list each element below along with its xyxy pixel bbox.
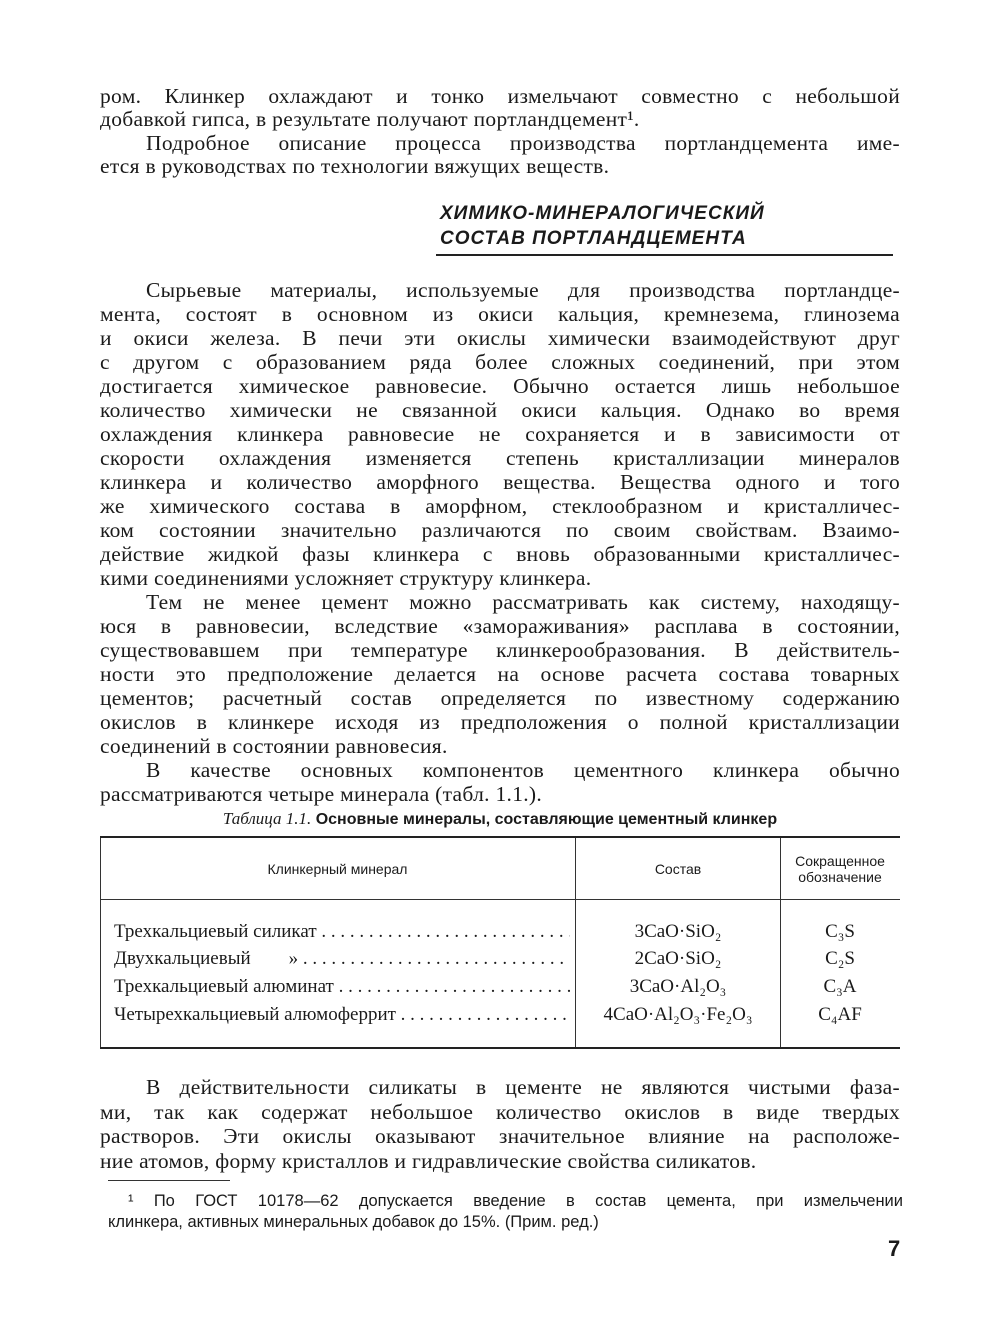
- text-line: Подробное описание процесса производства портландцемента име-: [146, 130, 900, 155]
- text-line: клинкера и количество аморфного вещества. Вещества одного и того: [100, 470, 900, 494]
- text-line: охлаждения клинкера равновесие не сохраняется и в зависимости от: [100, 422, 900, 446]
- mineral-formula: 3CaO·Al₂O₃: [629, 976, 727, 997]
- page-number: 7: [888, 1236, 901, 1261]
- text-line: В качестве основных компонентов цементного клинкера обычно: [146, 758, 900, 782]
- text-line: достигается химическое равновесие. Обычно остается лишь небольшое: [100, 374, 900, 398]
- text-line: ности это предположение делается на основе расчета состава товарных: [100, 662, 900, 686]
- text-line: Тем не менее цемент можно рассматривать как систему, находящу-: [146, 590, 900, 614]
- section-heading-line-2: СОСТАВ ПОРТЛАНДЦЕМЕНТА: [440, 228, 747, 249]
- text-line: ром. Клинкер охлаждают и тонко измельчают совместно с небольшой: [100, 84, 900, 108]
- section-heading-line-1: ХИМИКО-МИНЕРАЛОГИЧЕСКИЙ: [440, 203, 765, 224]
- text-line: цементов; расчетный состав определяется по известному содержанию: [100, 686, 900, 710]
- mineral-name: Четырехкальциевый алюмоферрит . . .: [114, 1003, 570, 1027]
- text-line: мента, состоят в основном из окиси кальция, кремнезема, глинозема: [100, 302, 900, 326]
- text-line: кими соединениями усложняет структуру клинкера.: [100, 566, 592, 590]
- text-line: окислов в клинкере исходя из предположения о полной кристаллизации: [100, 710, 900, 734]
- mineral-formula: 3CaO·SiO₂: [634, 921, 722, 942]
- mineral-name: Трехкальциевый алюминат . . .: [114, 975, 570, 999]
- text-line: ми, так как содержат небольшое количество окислов в виде твердых: [100, 1099, 900, 1124]
- header-mineral: Клинкерный минерал: [267, 860, 408, 877]
- text-line: ком состоянии значительно различаются по своим свойствам. Взаимо-: [100, 518, 900, 542]
- text-line: количество химически не связанной окиси кальция. Однако во время: [100, 398, 900, 422]
- mineral-abbreviation: C₂S: [825, 948, 855, 969]
- mineral-name: Трехкальциевый силикат . . .: [114, 920, 570, 944]
- text-line: и окиси железа. В печи эти окислы химически взаимодействуют друг: [100, 326, 900, 350]
- text-line: добавкой гипса, в результате получают портландцемент¹.: [100, 107, 640, 132]
- text-line: рассматриваются четыре минерала (табл. 1.1.).: [100, 782, 543, 806]
- footnote-rule: [108, 1180, 230, 1181]
- heading-underline: [436, 254, 893, 256]
- mineral-abbreviation: C₄AF: [818, 1004, 862, 1025]
- text-line: же химического состава в аморфном, стеклообразном и кристалличес-: [100, 494, 900, 518]
- text-line: существовавшем при температуре клинкерообразования. В действитель-: [100, 638, 900, 662]
- table-caption-label: Таблица 1.1.: [222, 809, 312, 828]
- table-caption-title: Основные минералы, составляющие цементный клинкер: [315, 811, 778, 828]
- minerals-table: [100, 836, 900, 1049]
- text-line: юся в равновесии, вследствие «замораживания» расплава в состоянии,: [100, 614, 900, 638]
- table-header-rule: [100, 899, 900, 900]
- text-line: соединений в состоянии равновесия.: [100, 734, 448, 758]
- mineral-formula: 2CaO·SiO₂: [634, 948, 722, 969]
- text-line: растворов. Эти окислы оказывают значительное влияние на расположе-: [100, 1124, 900, 1148]
- table-caption: [100, 809, 900, 829]
- text-line: ние атомов, форму кристаллов и гидравлические свойства силикатов.: [100, 1148, 757, 1173]
- mineral-formula: 4CaO·Al₂O₃·Fe₂O₃: [603, 1004, 753, 1025]
- header-formula: Состав: [654, 860, 702, 877]
- text-line: скорости охлаждения изменяется степень кристаллизации минералов: [100, 446, 900, 470]
- footnote-line-2: клинкера, активных минеральных добавок до 15%. (Прим. ред.): [108, 1213, 599, 1231]
- text-line: с другом с образованием ряда более сложных соединений, при этом: [100, 350, 900, 374]
- mineral-abbreviation: C₃S: [825, 921, 855, 942]
- text-line: В действительности силикаты в цементе не являются чистыми фаза-: [146, 1075, 900, 1099]
- text-line: Сырьевые материалы, используемые для производства портландце-: [146, 278, 900, 302]
- mineral-name: Двухкальциевый » . . .: [114, 947, 570, 971]
- mineral-abbreviation: C₃A: [823, 976, 857, 997]
- text-line: ется в руководствах по технологии вяжущих веществ.: [100, 153, 610, 178]
- footnote-line-1: ¹ По ГОСТ 10178—62 допускается введение в состав цемента, при измельчении: [128, 1192, 903, 1210]
- text-line: действие жидкой фазы клинкера с вновь образованными кристалличес-: [100, 542, 900, 566]
- header-abbreviation: Сокращенное обозначение: [795, 852, 885, 885]
